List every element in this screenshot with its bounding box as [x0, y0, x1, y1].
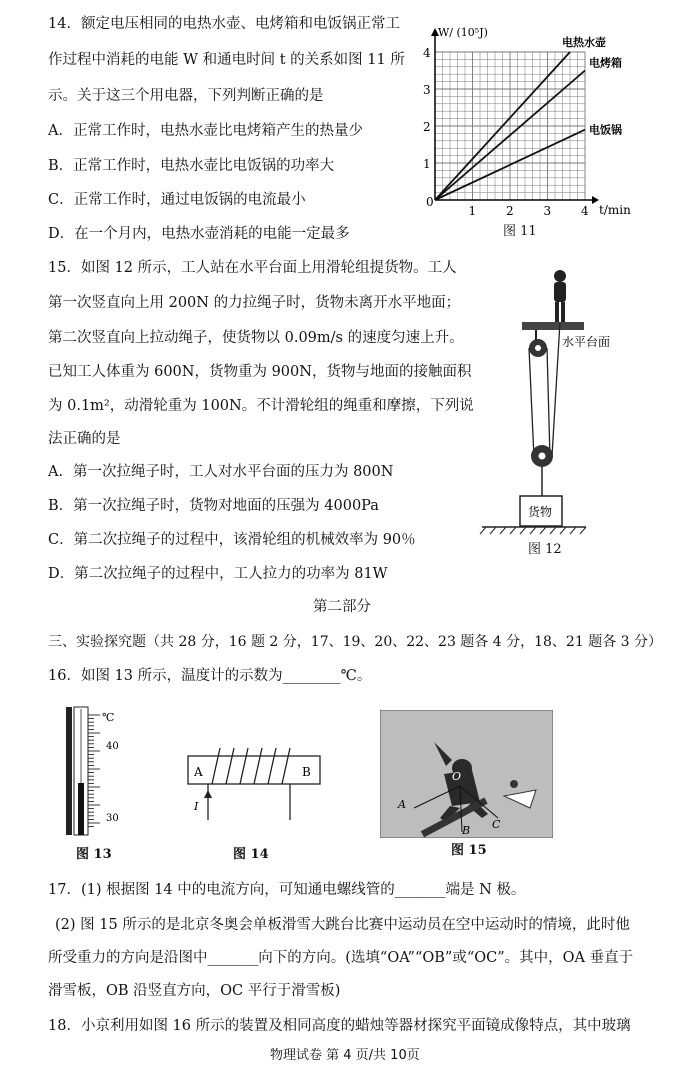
cargo-label: 货物 — [528, 505, 553, 519]
end-a-label: A — [194, 765, 203, 779]
x-tick-label: 1 — [468, 204, 477, 218]
end-b-label: B — [302, 765, 311, 779]
mercury-column — [78, 783, 84, 835]
series-label: 电烤箱 — [589, 56, 622, 70]
x-axis-arrow — [592, 196, 599, 204]
q14-line-3: 示。关于这三个用电器，下列判断正确的是 — [48, 88, 324, 104]
q15-line-3: 第二次竖直向上拉动绳子，使货物以 0.09m/s 的速度匀速上升。 — [48, 330, 464, 346]
platform — [522, 322, 584, 330]
q15-option-b: B．第一次拉绳子时，货物对地面的压强为 4000Pa — [48, 498, 379, 514]
q15-option-c: C．第二次拉绳子的过程中，该滑轮组的机械效率为 90％ — [48, 532, 416, 548]
point-c-label: C — [492, 818, 501, 831]
figure-11-caption: 图 11 — [503, 224, 537, 239]
q14-option-c: C．正常工作时，通过电饭锅的电流最小 — [48, 192, 306, 208]
solenoid-core — [188, 756, 320, 784]
q14-line-1: 14．额定电压相同的电热水壶、电烤箱和电饭锅正常工 — [48, 16, 400, 32]
x-axis-label: t/min — [599, 203, 631, 217]
q15-line-4: 已知工人体重为 600N，货物重为 900N，货物与地面的接触面积 — [48, 364, 472, 380]
q17-part-2-line-3: 滑雪板，OB 沿竖直方向，OC 平行于滑雪板) — [48, 983, 341, 999]
x-tick-label: 3 — [543, 204, 552, 218]
platform-label: 水平台面 — [562, 335, 611, 349]
tick-30: 30 — [106, 813, 119, 824]
q17-part-2-line-1: (2) 图 15 所示的是北京冬奥会单板滑雪大跳台比赛中运动员在空中运动时的情境，此时他 — [55, 917, 630, 933]
figure-14-caption: 图 14 — [233, 847, 269, 862]
origin-label: 0 — [426, 195, 434, 209]
current-label: I — [194, 800, 199, 813]
x-tick-label: 4 — [581, 204, 589, 218]
figure-15-snowboarder-photo — [380, 710, 553, 838]
figure-13-thermometer — [60, 705, 140, 840]
q14-option-b: B．正常工作时，电热水壶比电饭锅的功率大 — [48, 158, 335, 174]
figure-15-caption: 图 15 — [451, 843, 487, 858]
q14-option-a: A．正常工作时，电热水壶比电烤箱产生的热量少 — [48, 123, 363, 139]
tick-40: 40 — [106, 741, 119, 752]
series-label: 电热水壶 — [562, 36, 606, 49]
figure-13-caption: 图 13 — [76, 847, 112, 862]
x-tick-label: 2 — [506, 204, 514, 218]
point-a-label: A — [398, 798, 406, 811]
series-label: 电饭锅 — [589, 123, 622, 137]
worker-figure — [554, 270, 566, 322]
q18-line-1: 18．小京利用如图 16 所示的装置及相同高度的蜡烛等器材探究平面镜成像特点，其中玻璃 — [48, 1018, 631, 1034]
current-arrow — [204, 790, 212, 798]
q15-option-a: A．第一次拉绳子时，工人对水平台面的压力为 800N — [48, 464, 394, 480]
unit-label: ℃ — [102, 711, 115, 724]
y-tick-label: 2 — [423, 120, 431, 134]
y-tick-label: 1 — [423, 157, 431, 171]
y-axis-label: W/ (10⁵J) — [438, 26, 488, 39]
figure-12-caption: 图 12 — [528, 542, 562, 557]
q14-line-2: 作过程中消耗的电能 W 和通电时间 t 的关系如图 11 所 — [48, 52, 405, 68]
q17-part-2-line-2: 所受重力的方向是沿图中_______向下的方向。(选填“OA”“OB”或“OC”。其中，OA 垂直于 — [48, 950, 634, 966]
point-b-label: B — [462, 824, 471, 837]
y-tick-label: 3 — [423, 83, 431, 97]
section-three-heading: 三、实验探究题（共 28 分，16 题 2 分，17、19、20、22、23 题各 4 分，18、21 题各 3 分） — [48, 634, 663, 650]
q15-line-1: 15．如图 12 所示，工人站在水平台面上用滑轮组提货物。工人 — [48, 260, 457, 276]
q15-option-d: D．第二次拉绳子的过程中，工人拉力的功率为 81W — [48, 566, 388, 582]
q16-text: 16．如图 13 所示，温度计的示数为________℃。 — [48, 668, 372, 684]
chart-grid — [435, 52, 585, 200]
q15-line-5: 为 0.1m²，动滑轮重为 100N。不计滑轮组的绳重和摩擦，下列说 — [48, 398, 474, 414]
q15-line-2: 第一次竖直向上用 200N 的力拉绳子时，货物未离开水平地面； — [48, 295, 461, 311]
figure-14-solenoid — [180, 738, 330, 828]
q14-option-d: D．在一个月内，电热水壶消耗的电能一定最多 — [48, 226, 350, 242]
y-tick-label: 4 — [423, 46, 431, 60]
q17-part-1: 17．(1) 根据图 14 中的电流方向，可知通电螺线管的_______端是 N 极。 — [48, 882, 526, 898]
q15-line-6: 法正确的是 — [48, 431, 121, 447]
page-footer: 物理试卷 第 4 页/共 10页 — [270, 1048, 420, 1063]
figure-12-pulley — [478, 262, 658, 537]
part-title: 第二部分 — [313, 599, 371, 615]
point-o-label: O — [452, 770, 462, 783]
figure-11-chart — [400, 22, 645, 222]
